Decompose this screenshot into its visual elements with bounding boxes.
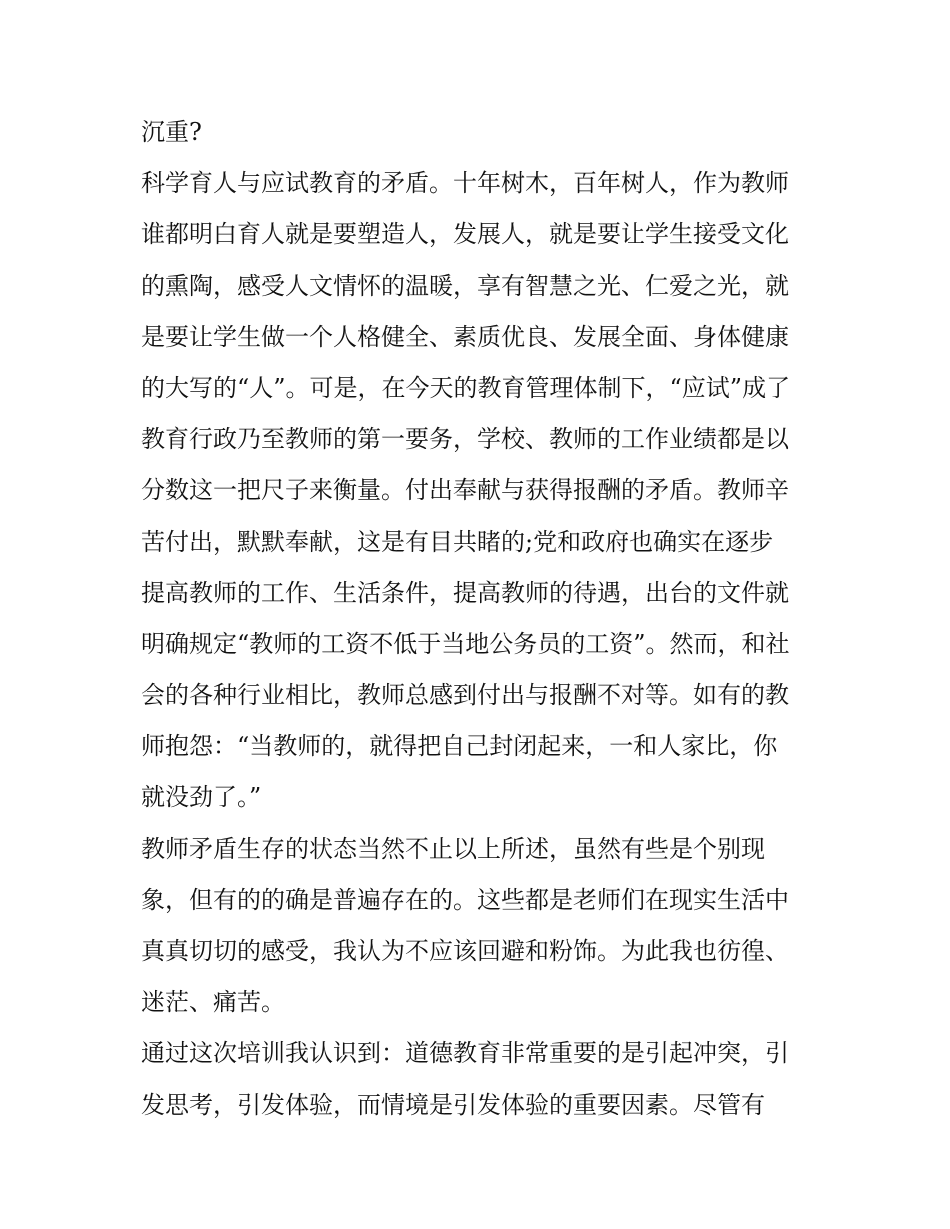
text-line: 通过这次培训我认识到：道德教育非常重要的是引起冲突，引 [141, 1039, 789, 1068]
text-line: 真真切切的感受，我认为不应该回避和粉饰。为此我也彷徨、 [141, 937, 789, 965]
text-line: 科学育人与应试教育的矛盾。十年树木，百年树人，作为教师 [141, 169, 789, 198]
text-line: 沉重? [141, 118, 202, 146]
text-line: 提高教师的工作、生活条件，提高教师的待遇，出台的文件就 [141, 578, 789, 607]
text-line: 分数这一把尺子来衡量。付出奉献与获得报酬的矛盾。教师辛 [141, 476, 789, 505]
text-line: 师抱怨：“当教师的，就得把自己封闭起来，一和人家比，你 [141, 732, 778, 761]
document-body [141, 107, 817, 1131]
text-line: 的熏陶，感受人文情怀的温暖，享有智慧之光、仁爱之光，就 [141, 271, 789, 300]
text-line: 会的各种行业相比，教师总感到付出与报酬不对等。如有的教 [141, 681, 789, 710]
text-line: 教育行政乃至教师的第一要务，学校、教师的工作业绩都是以 [141, 425, 789, 454]
text-line: 苦付出，默默奉献，这是有目共睹的;党和政府也确实在逐步 [141, 527, 774, 556]
text-line: 迷茫、痛苦。 [141, 988, 285, 1017]
text-line: 是要让学生做一个人格健全、素质优良、发展全面、身体健康 [141, 322, 789, 351]
text-line: 发思考，引发体验，而情境是引发体验的重要因素。尽管有 [141, 1090, 765, 1119]
text-line: 谁都明白育人就是要塑造人，发展人，就是要让学生接受文化 [141, 220, 789, 249]
text-line: 教师矛盾生存的状态当然不止以上所述，虽然有些是个别现 [141, 834, 765, 863]
text-line: 的大写的“人”。可是，在今天的教育管理体制下，“应试”成了 [141, 373, 791, 402]
text-line: 就没劲了。” [141, 783, 262, 812]
text-line: 明确规定“教师的工资不低于当地公务员的工资”。然而，和社 [141, 629, 790, 658]
text-line: 象，但有的的确是普遍存在的。这些都是老师们在现实生活中 [141, 885, 789, 914]
